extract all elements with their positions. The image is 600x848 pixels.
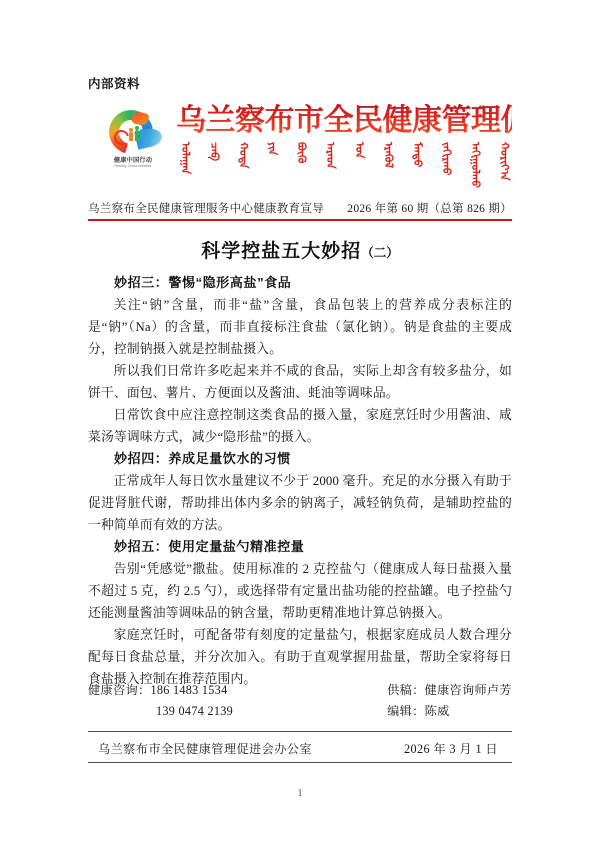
- colophon-date: 2026 年 3 月 1 日: [404, 742, 498, 756]
- consult-phone-1: 186 1483 1534: [150, 683, 228, 697]
- issue-number: 2026 年第 60 期（总第 826 期）: [347, 203, 512, 215]
- paragraph: 告别“凭感觉”撒盐。使用标准的 2 克控盐勺（健康成人每日盐摄入量不超过 5 克，约 2.5 勺），或选择带有定量出盐功能的控盐罐。电子控盐勺还能测量酱油等调味品的钠含量，帮助更精准地计算总钠摄入。: [88, 562, 512, 620]
- mongolian-column: ᠴᠠᠪ: [208, 142, 221, 161]
- healthy-china-logo: [102, 110, 164, 172]
- contributor-label: 供稿：: [387, 683, 425, 697]
- editor-label: 编辑：: [387, 704, 425, 718]
- paragraph: 正常成年人每日饮水量建议不少于 2000 毫升。充足的水分摄入有助于促进肾脏代谢，帮助排出体内多余的钠离子，减轻钠负荷，是辅助控盐的一种简单而有效的方法。: [88, 474, 512, 532]
- mongolian-column: ᠪᠦᠬᠦ: [295, 142, 308, 164]
- masthead-divider: [88, 219, 512, 221]
- colophon-top-divider: [88, 731, 512, 732]
- mongolian-column: ᠬᠣᠲᠠ: [237, 142, 250, 169]
- contact-block: [88, 680, 512, 722]
- colophon-bottom-divider: [88, 762, 512, 763]
- logo-mark-icon: [105, 110, 161, 156]
- mongolian-column: ᠬᠣᠷᠢᠶ᠎ᠠ: [498, 142, 511, 181]
- masthead: [88, 98, 589, 196]
- contributor-name: 健康咨询师卢芳: [424, 683, 512, 697]
- mongolian-column: ᠵᠠᠬᠢᠷᠬᠤ: [440, 142, 453, 176]
- masthead-title: 乌兰察布市全民健康管理促进会: [176, 104, 589, 137]
- section-heading: 妙招三：警惕“隐形高盐”食品: [114, 275, 292, 290]
- logo-name-en: Healthy China Initiative: [114, 164, 152, 168]
- consult-phone-2: 139 0474 2139: [156, 704, 234, 718]
- page-number: 1: [297, 788, 303, 799]
- mongolian-column: ᠡᠷᠡᠭᠦᠯ: [382, 142, 395, 168]
- mongolian-column: ᠠᠷᠠᠳ: [324, 142, 337, 169]
- paragraph: 关注“钠”含量，而非“盐”含量，食品包装上的营养成分表标注的是“钠”（Na）的含量，而非直接标注食盐（氯化钠）。钠是食盐的主要成分，控制钠摄入就是控制盐摄入。: [88, 298, 512, 356]
- mongolian-column: ᠠᠬᠢᠭᠤᠯᠬᠤ: [469, 142, 482, 188]
- paragraph: 日常饮食中应注意控制这类食品的摄入量，家庭烹饪时少用酱油、咸菜汤等调味方式，减少“隐形盐”的摄入。: [88, 408, 512, 444]
- paragraph: 所以我们日常许多吃起来并不咸的食品，实际上却含有较多盐分，如饼干、面包、薯片、方便面以及酱油、蚝油等调味品。: [88, 364, 512, 400]
- issue-line: [88, 200, 512, 216]
- mongolian-column: ᠮᠡᠨᠳᠦ: [411, 142, 424, 168]
- section-heading: 妙招五：使用定量盐勺精准控量: [114, 539, 305, 554]
- internal-label: 内部资料: [88, 77, 141, 91]
- issue-organization: 乌兰察布全民健康管理服务中心健康教育宣导: [88, 203, 324, 215]
- mongolian-column: ᠤᠨ: [353, 142, 366, 159]
- mongolian-column: ᠶᠢᠨ: [266, 142, 279, 156]
- paragraph: 家庭烹饪时，可配备带有刻度的定量盐勺，根据家庭成员人数合理分配每日食盐总量，并分次加入。有助于直观掌握用盐量，帮助全家将每日食盐摄入控制在推荐范围内。: [88, 628, 512, 686]
- masthead-mongolian: [180, 142, 510, 188]
- section-heading: 妙招四：养成足量饮水的习惯: [114, 451, 291, 466]
- mongolian-column: ᠤᠯᠠᠭᠠᠨ: [179, 142, 192, 175]
- page-title: [88, 236, 512, 263]
- colophon-office: 乌兰察布市全民健康管理促进会办公室: [98, 742, 312, 756]
- consultation-info: [88, 680, 233, 722]
- article-body: [88, 272, 512, 690]
- logo-name-cn: 健康中国行动: [113, 157, 153, 164]
- editor-name: 陈威: [424, 704, 450, 718]
- consult-label: 健康咨询：: [88, 683, 151, 697]
- logo-figures-icon: [128, 126, 144, 141]
- article-title-main: 科学控盐五大妙招: [201, 241, 362, 262]
- article-title-suffix: （二）: [361, 246, 399, 260]
- colophon: [88, 740, 512, 757]
- credits-info: [387, 680, 512, 722]
